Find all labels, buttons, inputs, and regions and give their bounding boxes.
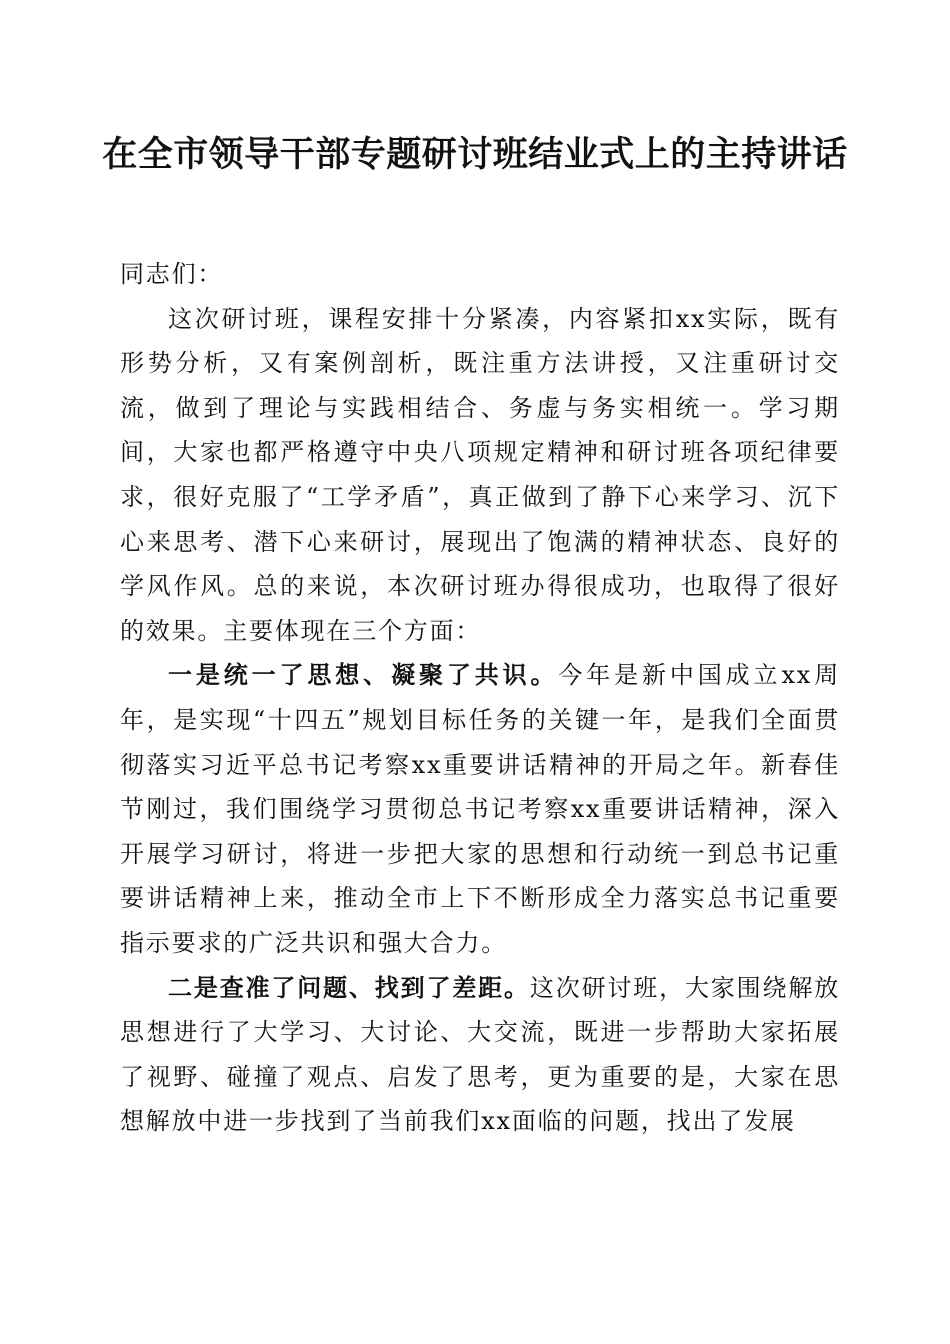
paragraph-point-two (120, 966, 840, 1144)
paragraph-intro (120, 297, 840, 654)
salutation: 同志们： (120, 260, 224, 288)
paragraph-text: 这次研讨班，大家围绕解放思想进行了大学习、大讨论、大交流，既进一步帮助大家拓展了视野、碰撞了观点、启发了思考，更为重要的是，大家在思想解放中进一步找到了当前我们xx面临的问题，找出了发展 (120, 973, 840, 1136)
document-title: 在全市领导干部专题研讨班结业式上的主持讲话 (102, 134, 848, 175)
paragraph-text: 今年是新中国成立xx周年，是实现“十四五”规划目标任务的关键一年，是我们全面贯彻落实习近平总书记考察xx重要讲话精神的开局之年。新春佳节刚过，我们围绕学习贯彻总书记考察xx重要讲话精神，深入开展学习研讨，将进一步把大家的思想和行动统一到总书记重要讲话精神上来，推动全市上下不断形成全力落实总书记重要指示要求的广泛共识和强大合力。 (120, 661, 840, 957)
paragraph-text: 这次研讨班，课程安排十分紧凑，内容紧扣xx实际，既有形势分析，又有案例剖析，既注重方法讲授，又注重研讨交流，做到了理论与实践相结合、务虚与务实相统一。学习期间，大家也都严格遵守中央八项规定精神和研讨班各项纪律要求，很好克服了“工学矛盾”，真正做到了静下心来学习、沉下心来思考、潜下心来研讨，展现出了饱满的精神状态、良好的学风作风。总的来说，本次研讨班办得很成功，也取得了很好的效果。主要体现在三个方面： (120, 304, 840, 645)
paragraph-point-one (120, 653, 840, 965)
paragraph-lead: 二是查准了问题、找到了差距。 (168, 972, 530, 1002)
paragraph-lead: 一是统一了思想、凝聚了共识。 (168, 660, 559, 690)
document-body (120, 252, 840, 1144)
